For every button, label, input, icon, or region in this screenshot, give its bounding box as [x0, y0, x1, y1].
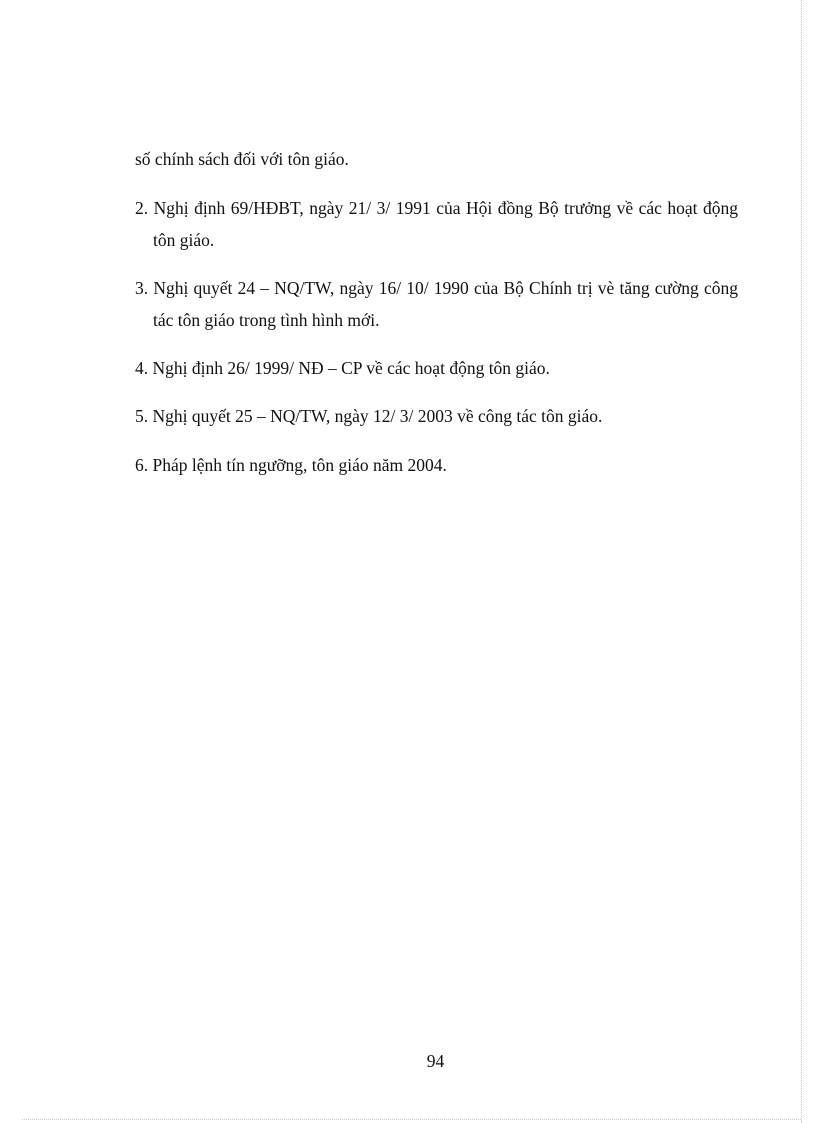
reference-text: Nghị định 69/HĐBT, ngày 21/ 3/ 1991 của Hội đồng Bộ trưởng về các hoạt động tôn giáo. — [153, 198, 739, 250]
reference-item-6 — [135, 449, 738, 481]
page-number: 94 — [426, 1051, 445, 1071]
reference-item-3 — [135, 272, 738, 336]
reference-number: 2. — [135, 198, 149, 218]
page-right-edge-divider — [801, 0, 802, 1123]
page-bottom-edge-divider — [22, 1119, 801, 1120]
reference-item-4 — [135, 352, 738, 384]
reference-number: 4. — [135, 358, 149, 378]
reference-text: Pháp lệnh tín ngưỡng, tôn giáo năm 2004. — [152, 455, 447, 475]
reference-number: 5. — [135, 406, 149, 426]
reference-text: Nghị quyết 25 – NQ/TW, ngày 12/ 3/ 2003 về công tác tôn giáo. — [152, 406, 603, 426]
reference-item-2 — [135, 192, 738, 256]
reference-number: 3. — [135, 278, 149, 298]
reference-text: Nghị quyết 24 – NQ/TW, ngày 16/ 10/ 1990 của Bộ Chính trị vè tăng cường công tác tôn giáo trong tình hình mới. — [153, 278, 738, 330]
reference-number: 6. — [135, 455, 149, 475]
reference-item-5 — [135, 400, 738, 432]
reference-text: Nghị định 26/ 1999/ NĐ – CP về các hoạt động tôn giáo. — [152, 358, 550, 378]
continuation-text: số chính sách đối với tôn giáo. — [135, 149, 349, 169]
